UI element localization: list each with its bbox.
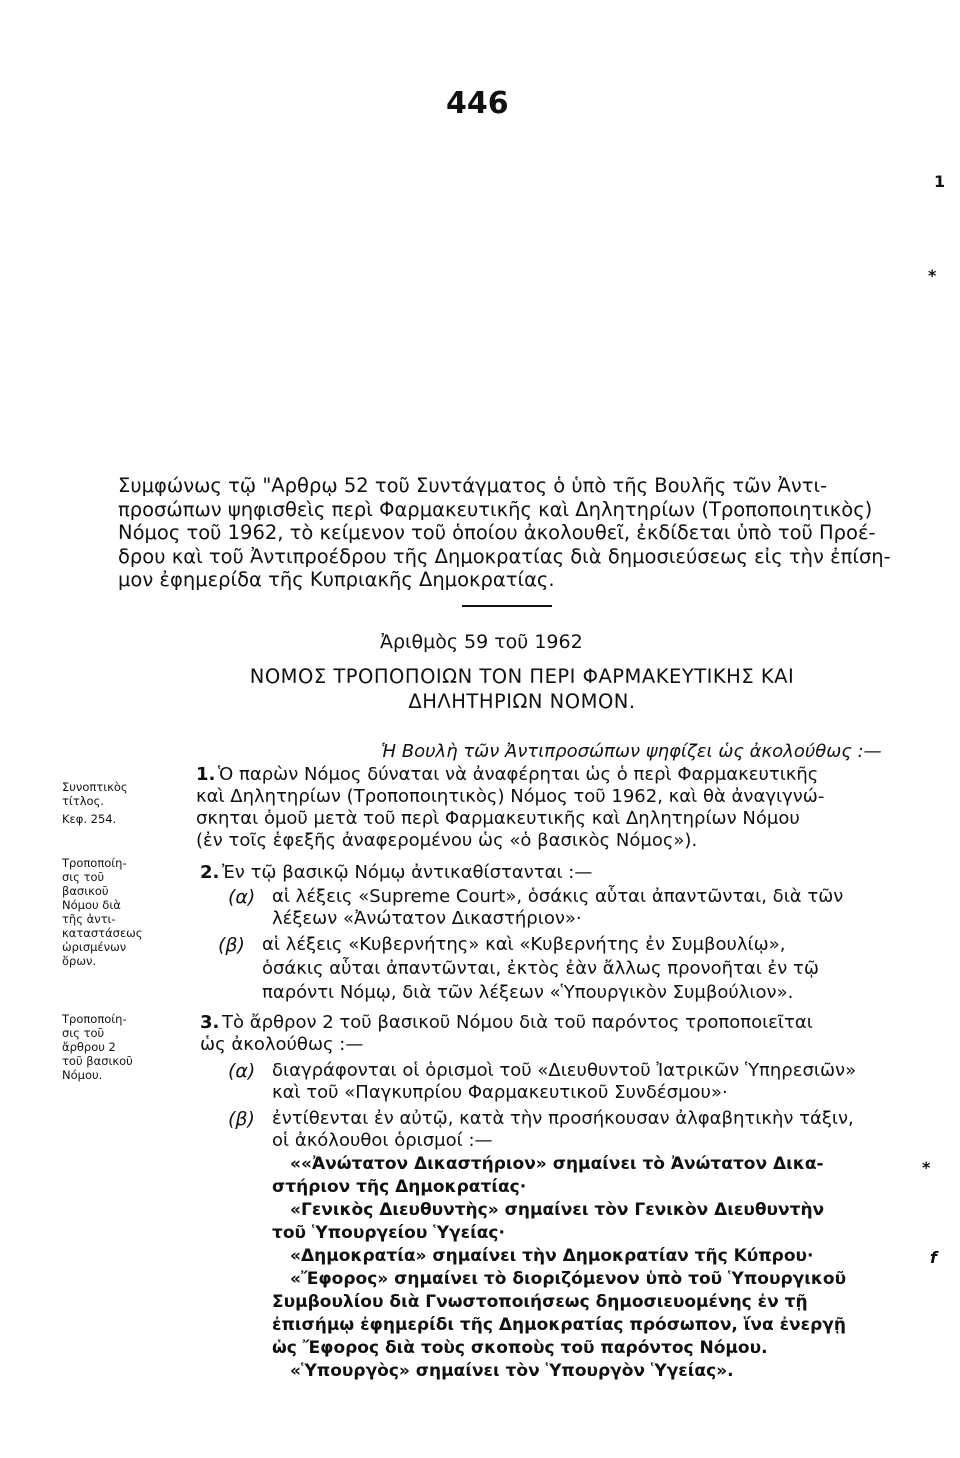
section-2-a-line: αἱ λέξεις «Supreme Court», ὁσάκις αὗται ἀπαντῶνται, διὰ τῶν	[272, 886, 844, 907]
subsection-label: (α)	[228, 886, 256, 908]
section-3-intro-line: Τὸ ἄρθρον 2 τοῦ βασικοῦ Νόμου διὰ τοῦ παρόντος τροποποιεῖται	[222, 1012, 813, 1033]
section-3-intro-line: ὡς ἀκολούθως :—	[200, 1034, 364, 1055]
stray-mark: f	[930, 1248, 937, 1267]
margin-note-amendment-terms: Τροποποίη- σις τοῦ βασικοῦ Νόμου διὰ τῆς ἀντι- καταστάσεως ὡρισμένων ὅρων.	[62, 856, 143, 968]
definition-line: «Γενικὸς Διευθυντὴς» σημαίνει τὸν Γενικὸν Διευθυντὴν	[290, 1200, 825, 1220]
definition-line: ἐπισήμῳ ἐφημερίδι τῆς Δημοκρατίας πρόσωπον, ἵνα ἐνεργῇ	[272, 1315, 846, 1335]
definition-line: στήριον τῆς Δημοκρατίας·	[272, 1177, 527, 1197]
definition-line: τοῦ Ὑπουργείου Ὑγείας·	[272, 1223, 505, 1243]
stray-mark: *	[922, 1158, 931, 1177]
intro-line: Συμφώνως τῷ "Αρθρῳ 52 τοῦ Συντάγματος ὁ ὑπὸ τῆς Βουλῆς τῶν Ἀντι-	[118, 474, 828, 497]
subsection-label: (β)	[218, 934, 245, 956]
section-2-b-line: παρόντι Νόμῳ, διὰ τῶν λέξεων «Ὑπουργικὸν Συμβούλιον».	[262, 982, 794, 1003]
definition-line: «Ὑπουργὸς» σημαίνει τὸν Ὑπουργὸν Ὑγείας».	[290, 1361, 734, 1381]
definition-line: ὡς Ἔφορος διὰ τοὺς σκοποὺς τοῦ παρόντος Νόμου.	[272, 1338, 768, 1358]
enacting-formula: Ἡ Βουλὴ τῶν Ἀντιπροσώπων ψηφίζει ὡς ἀκολούθως :—	[381, 741, 882, 762]
definition-line: ««Ἀνώτατον Δικαστήριον» σημαίνει τὸ Ἀνώτατον Δικα-	[290, 1154, 824, 1174]
section-3-a-line: διαγράφονται οἱ ὁρισμοὶ τοῦ «Διευθυντοῦ Ἰατρικῶν Ὑπηρεσιῶν»	[272, 1060, 857, 1081]
section-2-intro: Ἐν τῷ βασικῷ Νόμῳ ἀντικαθίστανται :—	[222, 862, 593, 883]
margin-note-amendment-section2: Τροποποίη- σις τοῦ ἄρθρου 2 τοῦ βασικοῦ Νόμου.	[62, 1012, 133, 1082]
section-2-a-line: λέξεων «Ἀνώτατον Δικαστήριον»·	[272, 908, 582, 929]
margin-note-short-title: Συνοπτικὸς τίτλος.	[62, 780, 128, 808]
intro-line: δρου καὶ τοῦ Ἀντιπροέδρου τῆς Δημοκρατίας διὰ δημοσιεύσεως εἰς τὴν ἐπίση-	[118, 544, 891, 568]
section-1-line: καὶ Δηλητηρίων (Τροποποιητικὸς) Νόμος τοῦ 1962, καὶ θὰ ἀναγιγνώ-	[196, 786, 825, 807]
section-1-line: σκηται ὁμοῦ μετὰ τοῦ περὶ Φαρμακευτικῆς καὶ Δηλητηρίων Νόμου	[196, 808, 800, 829]
margin-note-chapter: Κεφ. 254.	[62, 812, 117, 826]
law-title-line: ΔΗΛΗΤΗΡΙΩΝ ΝΟΜΟΝ.	[408, 690, 636, 713]
separator-rule	[462, 605, 552, 607]
definition-line: «Δημοκρατία» σημαίνει τὴν Δημοκρατίαν τῆς Κύπρου·	[290, 1246, 814, 1266]
section-3-b-line: οἱ ἀκόλουθοι ὁρισμοί :—	[272, 1130, 493, 1151]
section-number: 1.	[196, 764, 216, 785]
law-title-line: ΝΟΜΟΣ ΤΡΟΠΟΠΟΙΩΝ ΤΟΝ ΠΕΡΙ ΦΑΡΜΑΚΕΥΤΙΚΗΣ ΚΑΙ	[249, 665, 795, 688]
law-number: Ἀριθμὸς 59 τοῦ 1962	[380, 631, 583, 653]
intro-paragraph	[118, 474, 891, 592]
subsection-label: (β)	[228, 1108, 255, 1130]
section-3-b-line: ἐντίθενται ἐν αὐτῷ, κατὰ τὴν προσήκουσαν ἀλφαβητικὴν τάξιν,	[272, 1108, 854, 1129]
section-3-a-line: καὶ τοῦ «Παγκυπρίου Φαρμακευτικοῦ Συνδέσμου»·	[272, 1082, 728, 1103]
section-1-line: Ὁ παρὼν Νόμος δύναται νὰ ἀναφέρηται ὡς ὁ περὶ Φαρμακευτικῆς	[218, 764, 819, 785]
intro-line: μον ἐφημερίδα τῆς Κυπριακῆς Δημοκρατίας.	[118, 568, 555, 591]
stray-mark: *	[928, 266, 937, 285]
definition-line: «Ἔφορος» σημαίνει τὸ διοριζόμενον ὑπὸ τοῦ Ὑπουργικοῦ	[290, 1269, 847, 1289]
page-number: 446	[446, 86, 509, 121]
section-number: 2.	[200, 862, 220, 883]
law-title	[212, 664, 832, 714]
intro-line: προσώπων ψηφισθεὶς περὶ Φαρμακευτικῆς καὶ Δηλητηρίων (Τροποποιητικὸς)	[118, 497, 873, 521]
section-number: 3.	[200, 1012, 220, 1033]
section-1-line: (ἐν τοῖς ἑφεξῆς ἀναφερομένου ὡς «ὁ βασικὸς Νόμος»).	[196, 830, 698, 851]
intro-line: Νόμος τοῦ 1962, τὸ κείμενον τοῦ ὁποίου ἀκολουθεῖ, ἐκδίδεται ὑπὸ τοῦ Προέ-	[118, 521, 876, 544]
definition-line: Συμβουλίου διὰ Γνωστοποιήσεως δημοσιευομένης ἐν τῇ	[272, 1292, 808, 1312]
stray-mark: 1	[934, 172, 946, 191]
section-2-b-line: ὁσάκις αὗται ἀπαντῶνται, ἐκτὸς ἐὰν ἄλλως προνοῆται ἐν τῷ	[262, 958, 819, 979]
subsection-label: (α)	[228, 1060, 256, 1082]
section-2-b-line: αἱ λέξεις «Κυβερνήτης» καὶ «Κυβερνήτης ἐν Συμβουλίῳ»,	[262, 934, 786, 955]
